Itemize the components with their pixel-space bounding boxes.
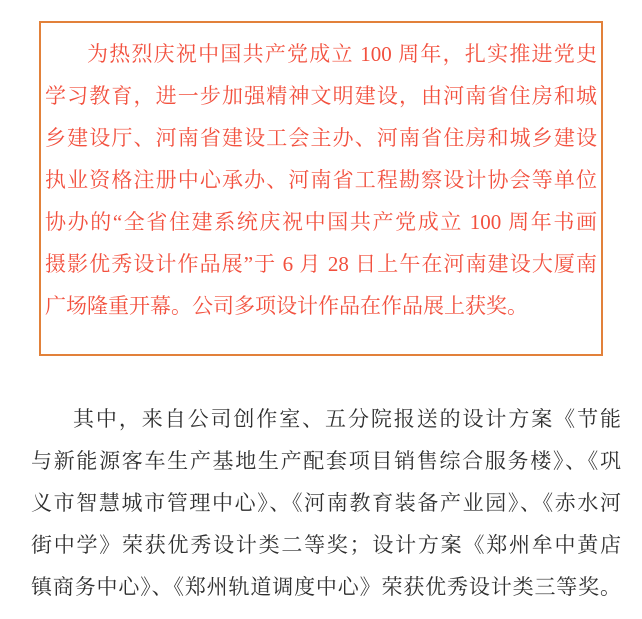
body-text-line: 街中学》荣获优秀设计类二等奖；设计方案《郑州牟中黄店 <box>31 533 621 557</box>
notice-text-line: 学习教育，进一步加强精神文明建设，由河南省住房和城 <box>45 84 597 108</box>
body-text-line: 镇商务中心》、《郑州轨道调度中心》荣获优秀设计类三等奖。 <box>31 575 621 599</box>
notice-text-line: 执业资格注册中心承办、河南省工程勘察设计协会等单位 <box>45 168 597 192</box>
highlight-notice-box <box>39 21 603 356</box>
body-paragraph <box>31 398 621 608</box>
body-text-line: 义市智慧城市管理中心》、《河南教育装备产业园》、《赤水河 <box>31 491 621 515</box>
notice-text-line: 乡建设厅、河南省建设工会主办、河南省住房和城乡建设 <box>45 126 597 150</box>
body-text-line: 与新能源客车生产基地生产配套项目销售综合服务楼》、《巩 <box>31 449 621 473</box>
notice-text-line: 协办的“全省住建系统庆祝中国共产党成立 100 周年书画 <box>45 210 597 234</box>
notice-text-line: 摄影优秀设计作品展”于 6 月 28 日上午在河南建设大厦南 <box>45 252 597 276</box>
notice-text-line: 为热烈庆祝中国共产党成立 100 周年，扎实推进党史 <box>87 42 597 66</box>
body-text-line: 其中，来自公司创作室、五分院报送的设计方案《节能 <box>73 407 621 431</box>
notice-text-line: 广场隆重开幕。公司多项设计作品在作品展上获奖。 <box>45 294 528 318</box>
